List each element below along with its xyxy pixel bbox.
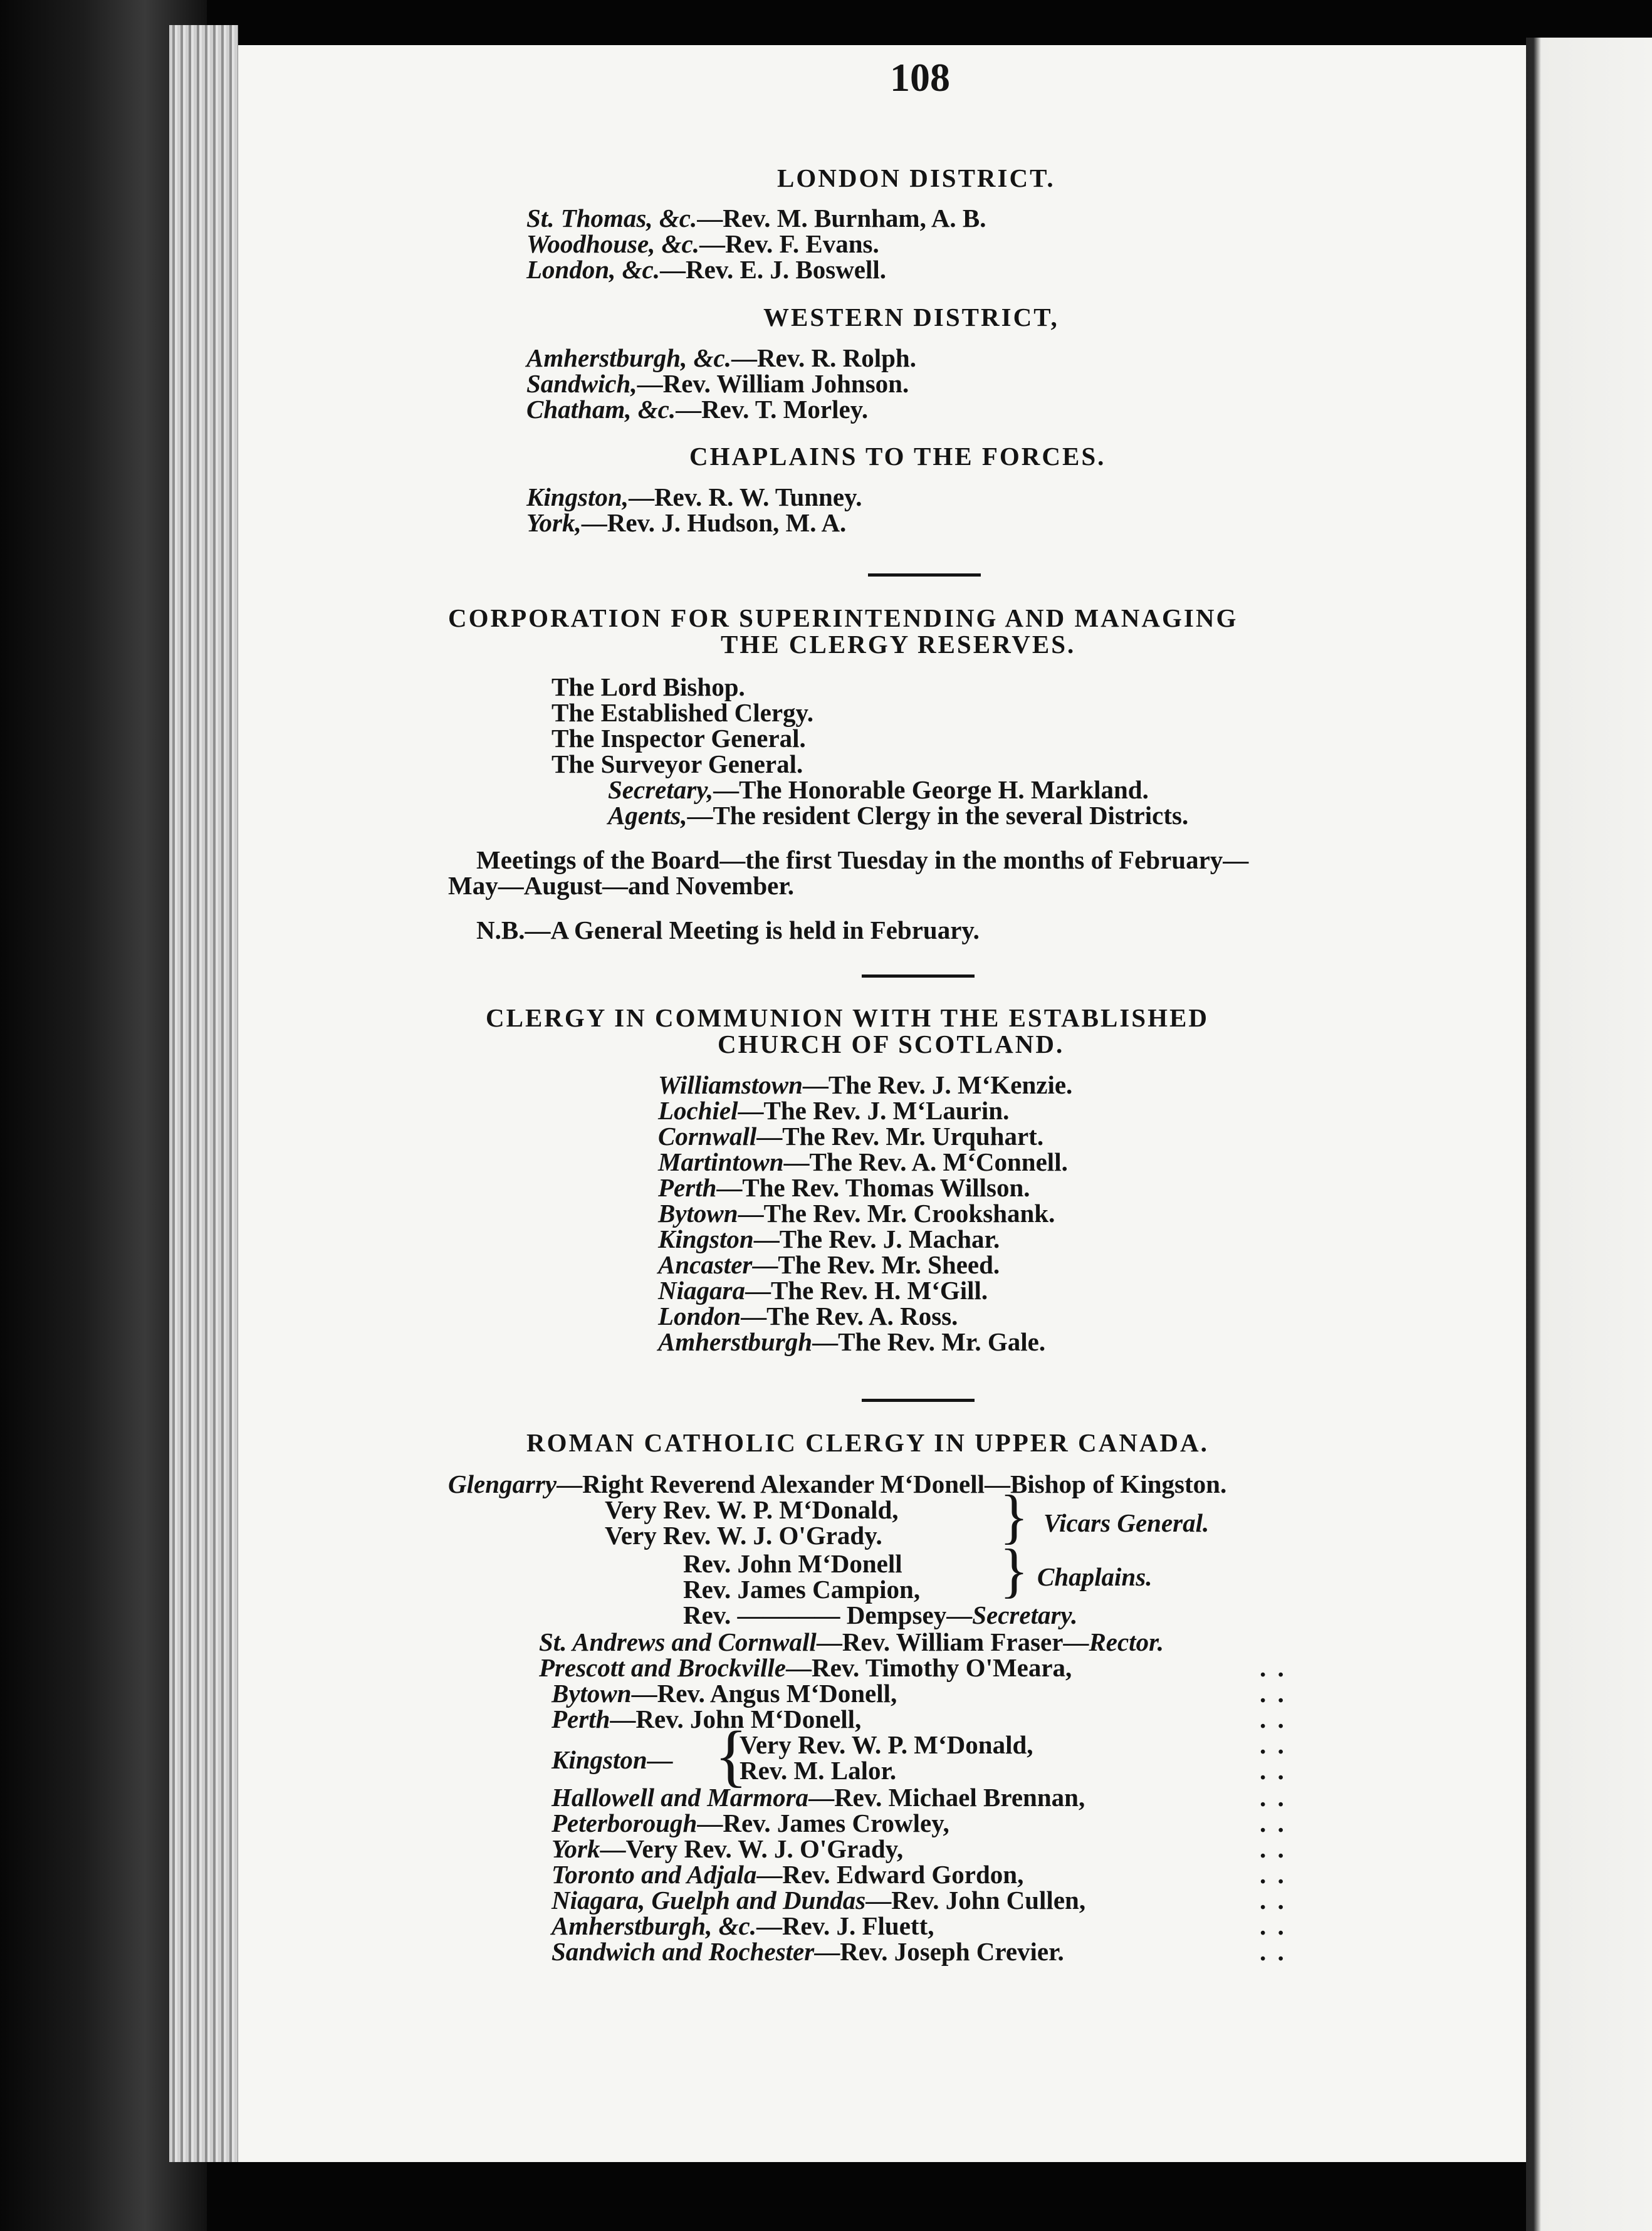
list-item: Kingston,—Rev. R. W. Tunney. [526,483,862,511]
ditto-marks: . . [1260,1783,1287,1812]
brace: { [714,1717,748,1794]
facing-page [1526,38,1652,2231]
divider [868,573,981,577]
brace: } [1000,1537,1029,1604]
list-item: Sandwich and Rochester—Rev. Joseph Crevier. [552,1937,1064,1966]
ditto-marks: . . [1260,1653,1287,1682]
list-item: Hallowell and Marmora—Rev. Michael Brennan, [552,1783,1085,1812]
list-item: Chatham, &c.—Rev. T. Morley. [526,395,869,424]
ditto-marks: . . [1260,1860,1287,1889]
list-item: Peterborough—Rev. James Crowley, [552,1809,949,1837]
list-item: The Lord Bishop. [552,672,745,701]
list-item: London, &c.—Rev. E. J. Boswell. [526,255,887,284]
corporation-heading: CORPORATION FOR SUPERINTENDING AND MANAGING [448,603,1238,632]
list-item: Niagara—The Rev. H. M‘Gill. [658,1276,988,1305]
nb-text: N.B.—A General Meeting is held in February. [476,916,980,944]
secretary-line: Secretary,—The Honorable George H. Markland. [608,775,1149,804]
list-item: York,—Rev. J. Hudson, M. A. [526,508,847,537]
page [238,45,1526,2162]
list-item: Perth—Rev. John M‘Donell, [552,1705,862,1733]
meetings-text-2: May—August—and November. [448,871,795,900]
glengarry-line: Glengarry—Right Reverend Alexander M‘Donell—Bishop of Kingston. [448,1470,1227,1498]
list-item: York—Very Rev. W. J. O'Grady, [552,1834,904,1863]
kingston-clergy-1: Very Rev. W. P. M‘Donald, [740,1730,1033,1759]
ditto-marks: . . [1260,1730,1287,1759]
list-item: St. Thomas, &c.—Rev. M. Burnham, A. B. [526,204,986,233]
kingston-clergy-2: Rev. M. Lalor. [740,1756,897,1785]
ditto-marks: . . [1260,1809,1287,1837]
chaplain-1: Rev. John M‘Donell [683,1549,902,1578]
london-heading: LONDON DISTRICT. [777,164,1055,192]
ditto-marks: . . [1260,1705,1287,1733]
brace: } [1000,1483,1029,1550]
kingston-place: Kingston— [552,1745,673,1774]
divider [862,974,975,978]
secretary-line: Rev. ———— Dempsey—Secretary. [683,1601,1078,1629]
page-number: 108 [890,55,950,100]
list-item: The Established Clergy. [552,698,814,727]
list-item: Ancaster—The Rev. Mr. Sheed. [658,1250,1000,1279]
vicars-label: Vicars General. [1043,1508,1210,1537]
list-item: Bytown—The Rev. Mr. Crookshank. [658,1199,1055,1228]
list-item: Williamstown—The Rev. J. M‘Kenzie. [658,1070,1073,1099]
list-item: The Surveyor General. [552,750,803,778]
corporation-subheading: THE CLERGY RESERVES. [721,630,1076,659]
list-item: St. Andrews and Cornwall—Rev. William Fraser—Rector. [539,1628,1164,1656]
catholic-heading: ROMAN CATHOLIC CLERGY IN UPPER CANADA. [526,1428,1209,1457]
list-item: Lochiel—The Rev. J. M‘Laurin. [658,1096,1010,1125]
list-item: Perth—The Rev. Thomas Willson. [658,1173,1030,1202]
chaplain-2: Rev. James Campion, [683,1575,921,1604]
ditto-marks: . . [1260,1937,1287,1966]
list-item: Amherstburgh, &c.—Rev. J. Fluett, [552,1911,934,1940]
chaplains-label: Chaplains. [1037,1562,1153,1591]
ditto-marks: . . [1260,1756,1287,1785]
list-item: Sandwich,—Rev. William Johnson. [526,369,909,398]
list-item: London—The Rev. A. Ross. [658,1302,958,1330]
ditto-marks: . . [1260,1679,1287,1708]
western-heading: WESTERN DISTRICT, [763,303,1059,332]
list-item: Woodhouse, &c.—Rev. F. Evans. [526,229,879,258]
divider [862,1399,975,1402]
chaplains-heading: CHAPLAINS TO THE FORCES. [689,442,1106,471]
ditto-marks: . . [1260,1911,1287,1940]
list-item: Kingston—The Rev. J. Machar. [658,1225,1000,1253]
agents-line: Agents,—The resident Clergy in the several Districts. [608,801,1189,830]
vicar-general-2: Very Rev. W. J. O'Grady. [605,1521,882,1550]
scotland-subheading: CHURCH OF SCOTLAND. [718,1030,1065,1058]
ditto-marks: . . [1260,1886,1287,1915]
page-edges [169,25,238,2162]
scotland-heading: CLERGY IN COMMUNION WITH THE ESTABLISHED [486,1003,1209,1032]
list-item: Niagara, Guelph and Dundas—Rev. John Cullen, [552,1886,1086,1915]
list-item: Amherstburgh—The Rev. Mr. Gale. [658,1327,1046,1356]
list-item: Prescott and Brockville—Rev. Timothy O'Meara, [539,1653,1072,1682]
list-item: The Inspector General. [552,724,806,753]
list-item: Cornwall—The Rev. Mr. Urquhart. [658,1122,1044,1151]
list-item: Bytown—Rev. Angus M‘Donell, [552,1679,897,1708]
list-item: Amherstburgh, &c.—Rev. R. Rolph. [526,343,916,372]
ditto-marks: . . [1260,1834,1287,1863]
vicar-general-1: Very Rev. W. P. M‘Donald, [605,1495,899,1524]
list-item: Toronto and Adjala—Rev. Edward Gordon, [552,1860,1024,1889]
list-item: Martintown—The Rev. A. M‘Connell. [658,1147,1068,1176]
meetings-text: Meetings of the Board—the first Tuesday in the months of February— [476,845,1249,874]
